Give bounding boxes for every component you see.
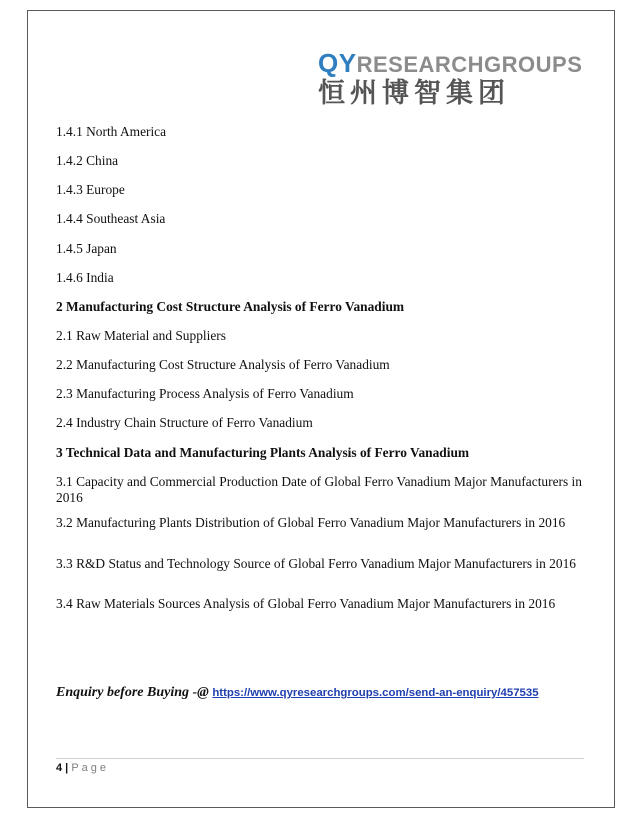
enquiry-line — [56, 682, 596, 703]
toc-entry: 3.4 Raw Materials Sources Analysis of Global Ferro Vanadium Major Manufacturers in 2016 — [56, 596, 556, 611]
toc-entry: 1.4.5 Japan — [56, 241, 117, 256]
page-label: Page — [71, 762, 110, 774]
toc-entry: 2.4 Industry Chain Structure of Ferro Vanadium — [56, 415, 313, 430]
toc-section-heading: 2 Manufacturing Cost Structure Analysis of Ferro Vanadium — [56, 299, 405, 314]
logo-brand-qy: QY — [318, 48, 357, 78]
page-number: 4 — [56, 762, 63, 774]
footer-separator: | — [62, 762, 72, 774]
footer-divider — [56, 758, 584, 759]
toc-entry: 1.4.2 China — [56, 153, 119, 168]
toc-section-heading: 3 Technical Data and Manufacturing Plants Analysis of Ferro Vanadium — [56, 445, 470, 460]
logo-brand-research: RESEARCHGROUPS — [356, 52, 583, 77]
toc-entry: 1.4.4 Southeast Asia — [56, 211, 166, 226]
toc-entry: 2.3 Manufacturing Process Analysis of Ferro Vanadium — [56, 386, 354, 401]
logo-wordmark — [318, 50, 582, 76]
enquiry-label: Enquiry before Buying -@ — [56, 685, 213, 700]
logo-chinese-name: 恒州博智集团 — [318, 78, 510, 109]
enquiry-link[interactable]: https://www.qyresearchgroups.com/send-an-enquiry/457535 — [212, 687, 539, 699]
toc-entry: 1.4.6 India — [56, 270, 114, 285]
page-footer — [56, 761, 109, 775]
toc-entry: 2.2 Manufacturing Cost Structure Analysis of Ferro Vanadium — [56, 357, 390, 372]
toc-entry: 3.3 R&D Status and Technology Source of Global Ferro Vanadium Major Manufacturers in 2016 — [56, 556, 576, 571]
toc-entry: 2.1 Raw Material and Suppliers — [56, 328, 226, 343]
toc-entry: 1.4.3 Europe — [56, 182, 125, 197]
toc-entry: 3.2 Manufacturing Plants Distribution of Global Ferro Vanadium Major Manufacturers in 2016 — [56, 515, 566, 530]
qyresearchgroups-logo — [318, 50, 593, 112]
toc-entry: 1.4.1 North America — [56, 124, 167, 139]
toc-entry: 3.1 Capacity and Commercial Production Date of Global Ferro Vanadium Major Manufacturers in 2016 — [56, 474, 582, 505]
